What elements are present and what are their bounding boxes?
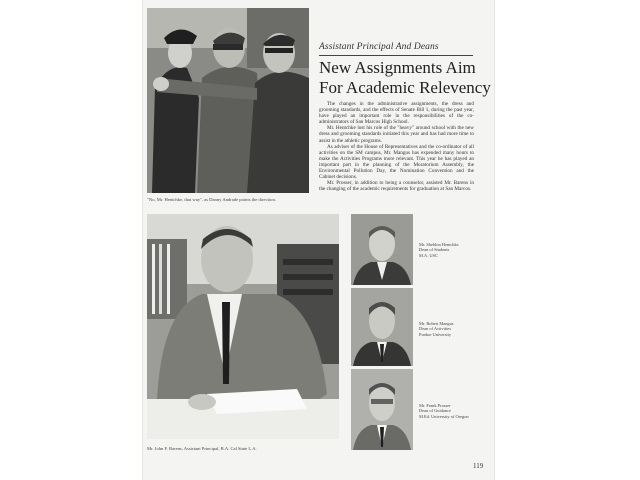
body-paragraph: Mr. Prosser, in addition to being a counselor, assisted Mr. Barens in the changing of the academic requirements for graduation at San Marcos. (319, 180, 474, 193)
body-paragraph: As adviser of the House of Representatives and the co-ordinator of all activities on the SM campus, Mr. Mangus has expended many hours to make the Activities Programs more relevant. This year he has played an important part in the planning of the Moratorium Assembly, the Environmental Pollution Day, the Nomination Convention and the Cabinet decisions. (319, 143, 474, 181)
portrait-name: Mr. Robert Mangus (419, 321, 454, 326)
portrait-degree: M.Ed. University of Oregon (419, 413, 469, 419)
body-paragraph: The changes in the administrative assignments, the dress and grooming standards, and the effects of Senate Bill 1, during the past year, have played an important role in the responsibilities of the co-administrators of San Marcos High School. (319, 101, 474, 126)
portrait-title: Dean of Guidance (419, 408, 451, 414)
portrait-title: Dean of Students (419, 247, 450, 253)
page-number: 119 (473, 462, 484, 470)
body-paragraph: Mr. Hentchke lost his role of the "heavy" around school with the new dress and grooming standards initiated this year and has had more time to assist in the athletic programs. (319, 125, 474, 144)
portrait-title: Dean of Activities (419, 326, 451, 332)
headline-line-1: New Assignments Aim (319, 58, 476, 77)
article-body (319, 101, 474, 192)
portrait-degree: Purdue University (419, 331, 452, 337)
section-kicker: Assistant Principal And Deans (319, 42, 439, 52)
portrait-caption (419, 321, 489, 337)
assistant-principal-photo (147, 214, 339, 439)
portrait-photo (351, 214, 413, 285)
portrait-caption (419, 403, 489, 419)
portrait-degree: M.A. USC (419, 252, 438, 258)
top-photo (147, 8, 309, 193)
top-photo-caption: "No, Mr. Hentchke, that way", as Danny Andrade points the direction. (147, 197, 276, 202)
headline (319, 58, 494, 98)
portrait-photo (351, 369, 413, 450)
portrait-name: Mr. Sheldon Hentchke (419, 242, 459, 247)
assistant-principal-caption: Mr. John F. Barens, Assistant Principal, B.A. Cal State L.A. (147, 446, 257, 451)
portrait-name: Mr. Frank Prosser (419, 403, 451, 408)
portrait-photo (351, 288, 413, 366)
portrait-caption (419, 242, 489, 258)
headline-line-2: For Academic Relevency (319, 78, 491, 97)
kicker-rule (319, 55, 473, 56)
